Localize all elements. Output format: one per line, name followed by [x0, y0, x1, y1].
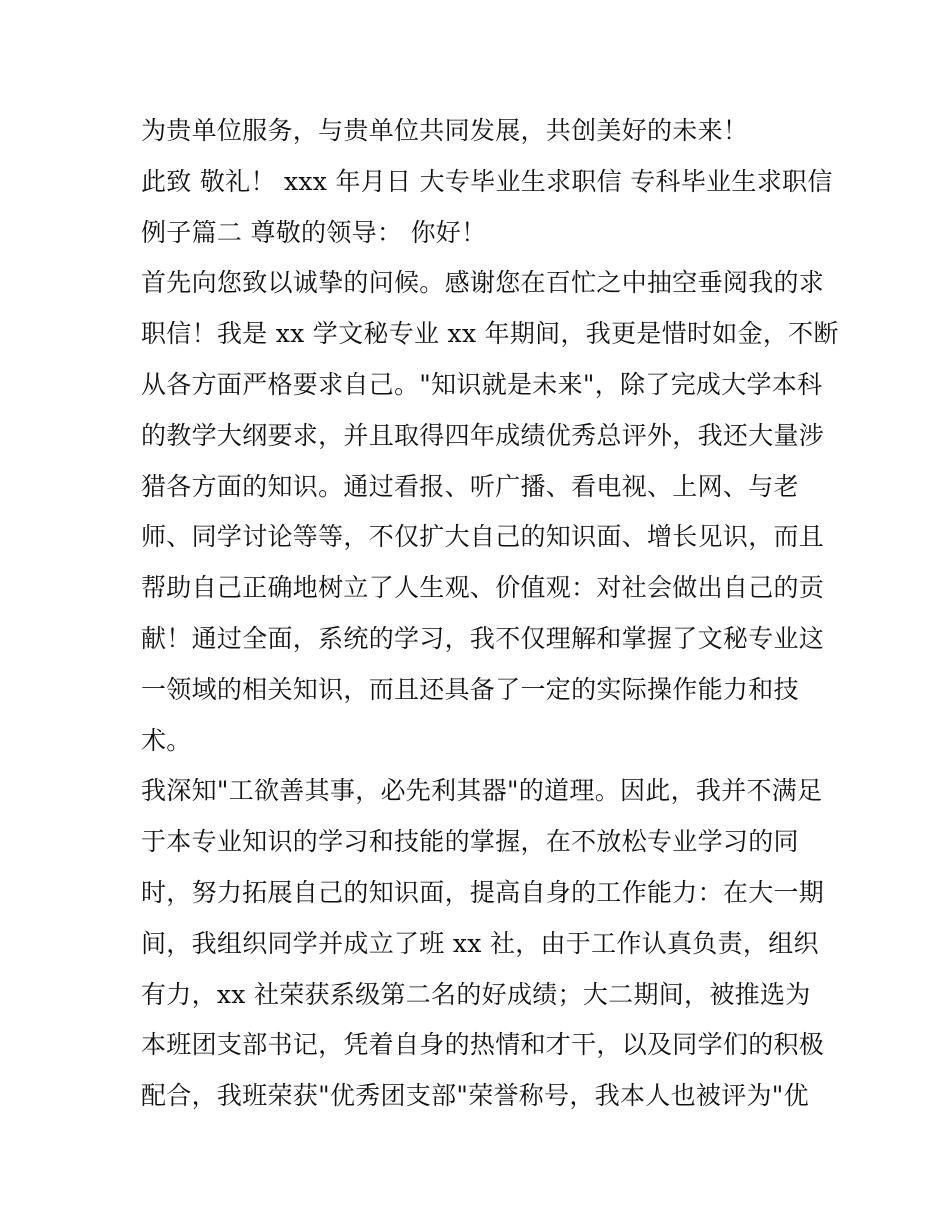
text-line: 从各方面严格要求自己。"知识就是未来"，除了完成大学本科 — [141, 369, 823, 399]
text-line: 本班团支部书记，凭着自身的热情和才干，以及同学们的积极 — [141, 1030, 825, 1060]
text-line: 时，努力拓展自己的知识面，提高自身的工作能力：在大一期 — [141, 877, 825, 907]
text-line: 师、同学讨论等等，不仅扩大自己的知识面、增长见识，而且 — [141, 522, 825, 552]
text-line: 有力，xx 社荣获系级第二名的好成绩；大二期间，被推选为 — [141, 979, 811, 1009]
text-line: 间，我组织同学并成立了班 xx 社，由于工作认真负责，组织 — [141, 928, 819, 958]
document-body — [141, 106, 839, 1122]
text-line: 于本专业知识的学习和技能的掌握，在不放松专业学习的同 — [141, 827, 799, 857]
text-line: 术。 — [141, 725, 192, 755]
text-line: 我深知"工欲善其事，必先利其器"的道理。因此，我并不满足 — [141, 776, 823, 806]
text-line: 猎各方面的知识。通过看报、听广播、看电视、上网、与老 — [141, 471, 799, 501]
text-line: 职信！我是 xx 学文秘专业 xx 年期间，我更是惜时如金，不断 — [141, 319, 839, 349]
text-line: 献！通过全面，系统的学习，我不仅理解和掌握了文秘专业这 — [141, 623, 825, 653]
text-line: 例子篇二 尊敬的领导： 你好！ — [141, 217, 487, 247]
text-line: 首先向您致以诚挚的问候。感谢您在百忙之中抽空垂阅我的求 — [141, 268, 825, 298]
text-line: 配合，我班荣获"优秀团支部"荣誉称号，我本人也被评为"优 — [141, 1081, 809, 1111]
text-line: 的教学大纲要求，并且取得四年成绩优秀总评外，我还大量涉 — [141, 420, 825, 450]
text-line: 帮助自己正确地树立了人生观、价值观：对社会做出自己的贡 — [141, 573, 825, 603]
text-line: 此致 敬礼！ xxx 年月日 大专毕业生求职信 专科毕业生求职信 — [141, 166, 833, 196]
text-line: 一领域的相关知识，而且还具备了一定的实际操作能力和技 — [141, 674, 799, 704]
text-line: 为贵单位服务，与贵单位共同发展，共创美好的未来！ — [141, 116, 749, 145]
